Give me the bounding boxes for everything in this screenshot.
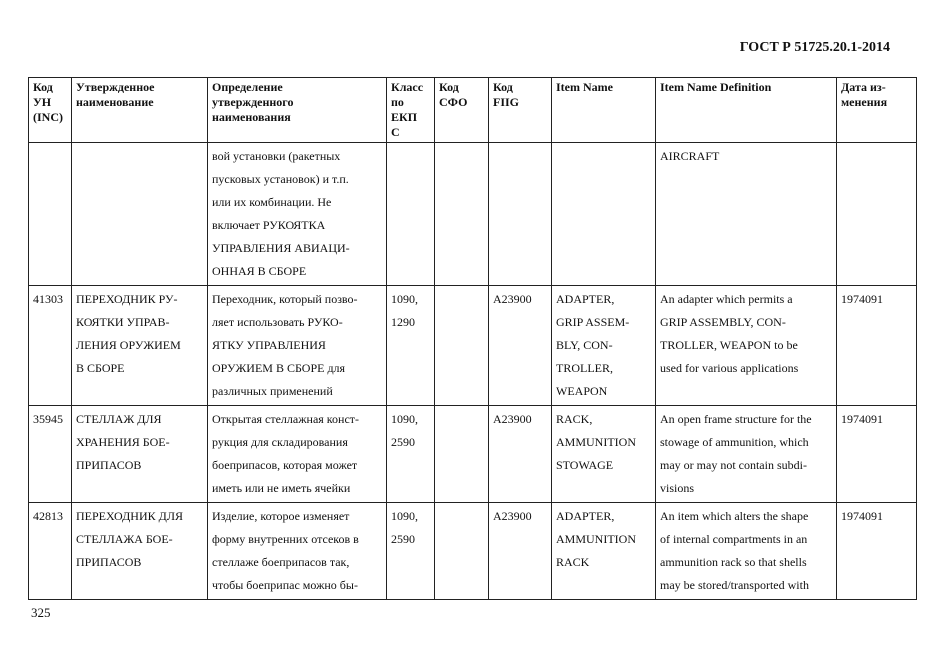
- col-inc-cell: [29, 406, 72, 503]
- header-line: Утвержденное: [76, 80, 155, 94]
- col-inc-cell: [29, 143, 72, 286]
- cell-line: 42813: [33, 509, 63, 523]
- cell-line: Открытая стеллажная конст-: [212, 412, 360, 426]
- header-line: по: [391, 95, 404, 109]
- header-line: Класс: [391, 80, 424, 94]
- cell-line: of internal compartments in an: [660, 532, 808, 546]
- cell-line: GRIP ASSEMBLY, CON-: [660, 315, 786, 329]
- cell-line: may or may not contain subdi-: [660, 458, 807, 472]
- cell-line: A23900: [493, 292, 532, 306]
- cell-line: An adapter which permits a: [660, 292, 793, 306]
- col-item-definition-cell: [656, 503, 837, 600]
- classification-table: [28, 77, 917, 600]
- cell-line: различных применений: [212, 384, 333, 398]
- cell-line: ПЕРЕХОДНИК ДЛЯ: [76, 509, 183, 523]
- cell-line: AMMUNITION: [556, 532, 636, 546]
- cell-line: форму внутренних отсеков в: [212, 532, 359, 546]
- cell-line: вой установки (ракетных: [212, 149, 341, 163]
- col-date-cell: [837, 286, 917, 406]
- table-row: [29, 286, 917, 406]
- header-line: наименования: [212, 110, 291, 124]
- cell-line: рукция для складирования: [212, 435, 348, 449]
- col-item-definition-cell: [656, 286, 837, 406]
- header-line: наименование: [76, 95, 154, 109]
- cell-line: включает РУКОЯТКА: [212, 218, 326, 232]
- col-inc-cell: [29, 286, 72, 406]
- header-line: Код: [493, 80, 513, 94]
- table-row: [29, 143, 917, 286]
- cell-line: Изделие, которое изменяет: [212, 509, 350, 523]
- cell-line: ХРАНЕНИЯ БОЕ-: [76, 435, 170, 449]
- cell-line: GRIP ASSEM-: [556, 315, 630, 329]
- cell-line: ПЕРЕХОДНИК РУ-: [76, 292, 178, 306]
- header-line: Дата из-: [841, 80, 886, 94]
- col-item-definition-header: [656, 78, 837, 143]
- cell-line: TROLLER,: [556, 361, 613, 375]
- cell-line: ADAPTER,: [556, 509, 615, 523]
- document-code: ГОСТ Р 51725.20.1-2014: [739, 40, 890, 55]
- cell-line: стеллаже боеприпасов так,: [212, 555, 350, 569]
- header-line: УН: [33, 95, 52, 109]
- header-line: FIIG: [493, 95, 520, 109]
- col-name-header: [72, 78, 208, 143]
- cell-line: An open frame structure for the: [660, 412, 812, 426]
- cell-line: КОЯТКИ УПРАВ-: [76, 315, 170, 329]
- cell-line: ЯТКУ УПРАВЛЕНИЯ: [212, 338, 326, 352]
- cell-line: ADAPTER,: [556, 292, 615, 306]
- col-item-name-cell: [552, 503, 656, 600]
- cell-line: или их комбинации. Не: [212, 195, 332, 209]
- col-date-header: [837, 78, 917, 143]
- cell-line: УПРАВЛЕНИЯ АВИАЦИ-: [212, 241, 350, 255]
- table-header-row: [29, 78, 917, 143]
- col-class-cell: [387, 406, 435, 503]
- col-definition-cell: [208, 406, 387, 503]
- table-row: [29, 406, 917, 503]
- cell-line: ОННАЯ В СБОРЕ: [212, 264, 307, 278]
- header-line: Определение: [212, 80, 283, 94]
- col-item-name-cell: [552, 143, 656, 286]
- col-item-definition-cell: [656, 143, 837, 286]
- col-fiig-cell: [489, 143, 552, 286]
- cell-line: visions: [660, 481, 695, 495]
- col-sfo-header: [435, 78, 489, 143]
- header-line: менения: [841, 95, 888, 109]
- cell-line: 1974091: [841, 292, 883, 306]
- header-line: Код: [33, 80, 53, 94]
- col-name-cell: [72, 406, 208, 503]
- cell-line: иметь или не иметь ячейки: [212, 481, 351, 495]
- cell-line: BLY, CON-: [556, 338, 613, 352]
- cell-line: В СБОРЕ: [76, 361, 125, 375]
- cell-line: 1090,: [391, 292, 418, 306]
- col-inc-header: [29, 78, 72, 143]
- cell-line: ОРУЖИЕМ В СБОРЕ для: [212, 361, 346, 375]
- col-sfo-cell: [435, 143, 489, 286]
- cell-line: ЛЕНИЯ ОРУЖИЕМ: [76, 338, 181, 352]
- col-sfo-cell: [435, 503, 489, 600]
- col-definition-cell: [208, 286, 387, 406]
- col-date-cell: [837, 143, 917, 286]
- cell-line: WEAPON: [556, 384, 608, 398]
- cell-line: пусковых установок) и т.п.: [212, 172, 349, 186]
- cell-line: 2590: [391, 435, 415, 449]
- cell-line: 1974091: [841, 509, 883, 523]
- col-inc-cell: [29, 503, 72, 600]
- cell-line: RACK,: [556, 412, 593, 426]
- col-item-definition-cell: [656, 406, 837, 503]
- cell-line: чтобы боеприпас можно бы-: [212, 578, 358, 592]
- col-item-name-cell: [552, 406, 656, 503]
- header-line: Item Name: [556, 80, 613, 94]
- col-item-name-header: [552, 78, 656, 143]
- col-definition-cell: [208, 503, 387, 600]
- col-date-cell: [837, 406, 917, 503]
- cell-line: ПРИПАСОВ: [76, 555, 142, 569]
- cell-line: СТЕЛЛАЖ ДЛЯ: [76, 412, 162, 426]
- col-definition-cell: [208, 143, 387, 286]
- col-name-cell: [72, 503, 208, 600]
- col-item-name-cell: [552, 286, 656, 406]
- cell-line: 2590: [391, 532, 415, 546]
- cell-line: stowage of ammunition, which: [660, 435, 809, 449]
- cell-line: STOWAGE: [556, 458, 614, 472]
- col-class-cell: [387, 143, 435, 286]
- cell-line: A23900: [493, 412, 532, 426]
- table-body: [29, 143, 917, 600]
- col-fiig-header: [489, 78, 552, 143]
- col-class-cell: [387, 286, 435, 406]
- cell-line: 1974091: [841, 412, 883, 426]
- cell-line: 1090,: [391, 412, 418, 426]
- header-line: (INC): [33, 110, 63, 124]
- cell-line: 41303: [33, 292, 63, 306]
- cell-line: ляет использовать РУКО-: [212, 315, 343, 329]
- header-line: С: [391, 125, 400, 139]
- cell-line: 35945: [33, 412, 63, 426]
- cell-line: СТЕЛЛАЖА БОЕ-: [76, 532, 173, 546]
- cell-line: AMMUNITION: [556, 435, 636, 449]
- col-sfo-cell: [435, 406, 489, 503]
- cell-line: RACK: [556, 555, 590, 569]
- col-name-cell: [72, 143, 208, 286]
- col-class-header: [387, 78, 435, 143]
- cell-line: Переходник, который позво-: [212, 292, 358, 306]
- header-line: Item Name Definition: [660, 80, 772, 94]
- header-line: Код: [439, 80, 459, 94]
- col-fiig-cell: [489, 503, 552, 600]
- cell-line: ammunition rack so that shells: [660, 555, 807, 569]
- cell-line: A23900: [493, 509, 532, 523]
- header-line: СФО: [439, 95, 468, 109]
- header-line: ЕКП: [391, 110, 418, 124]
- col-definition-header: [208, 78, 387, 143]
- cell-line: used for various applications: [660, 361, 799, 375]
- col-fiig-cell: [489, 286, 552, 406]
- col-name-cell: [72, 286, 208, 406]
- page-number: 325: [31, 605, 51, 620]
- cell-line: 1290: [391, 315, 415, 329]
- cell-line: AIRCRAFT: [660, 149, 720, 163]
- cell-line: TROLLER, WEAPON to be: [660, 338, 798, 352]
- cell-line: An item which alters the shape: [660, 509, 809, 523]
- col-fiig-cell: [489, 406, 552, 503]
- cell-line: 1090,: [391, 509, 418, 523]
- cell-line: боеприпасов, которая может: [212, 458, 358, 472]
- cell-line: may be stored/transported with: [660, 578, 809, 592]
- header-line: утвержденного: [212, 95, 294, 109]
- col-sfo-cell: [435, 286, 489, 406]
- cell-line: ПРИПАСОВ: [76, 458, 142, 472]
- table-row: [29, 503, 917, 600]
- col-date-cell: [837, 503, 917, 600]
- col-class-cell: [387, 503, 435, 600]
